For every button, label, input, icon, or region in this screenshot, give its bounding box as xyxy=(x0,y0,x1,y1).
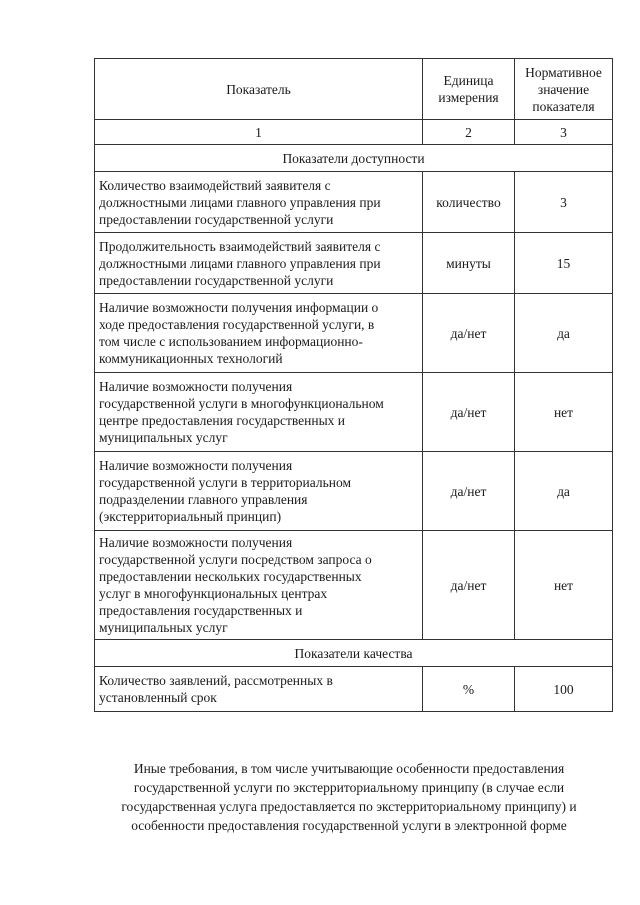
table-row xyxy=(95,452,613,531)
indicator-cell: Наличие возможности получения государственной услуги в территориальном подразделении главного управления (экстерриториальный принцип) xyxy=(95,452,423,531)
table-row xyxy=(95,531,613,640)
heading-line: Иные требования, в том числе учитывающие особенности предоставления xyxy=(133,761,565,776)
value-cell: да xyxy=(515,452,613,531)
table-row xyxy=(95,233,613,294)
value-cell: 3 xyxy=(515,172,613,233)
value-cell: 15 xyxy=(515,233,613,294)
heading-line: государственной услуги по экстерриториальному принципу (в случае если xyxy=(133,780,565,795)
section-title: Показатели доступности xyxy=(95,145,613,172)
indicator-cell: Наличие возможности получения государственной услуги посредством запроса о предоставлении нескольких государственных услуг в многофункциональных центрах предоставления государственных и муниципальных услуг xyxy=(95,531,423,640)
indicator-cell: Продолжительность взаимодействий заявителя с должностными лицами главного управления при предоставлении государственной услуги xyxy=(95,233,423,294)
value-cell: нет xyxy=(515,531,613,640)
unit-cell: минуты xyxy=(423,233,515,294)
indicator-cell: Наличие возможности получения информации о ходе предоставления государственной услуги, в том числе с использованием информационно- коммуникационных технологий xyxy=(95,294,423,373)
header-norm-value: Нормативное значение показателя xyxy=(515,59,613,120)
column-number-row xyxy=(95,120,613,145)
heading-line: особенности предоставления государственной услуги в электронной форме xyxy=(131,818,567,833)
unit-cell: количество xyxy=(423,172,515,233)
heading-line: государственная услуга предоставляется по экстерриториальному принципу) и xyxy=(121,799,577,814)
unit-cell: % xyxy=(423,667,515,712)
unit-cell: да/нет xyxy=(423,452,515,531)
indicator-cell: Наличие возможности получения государственной услуги в многофункциональном центре предоставления государственных и муниципальных услуг xyxy=(95,373,423,452)
unit-cell: да/нет xyxy=(423,373,515,452)
section-title: Показатели качества xyxy=(95,640,613,667)
indicator-cell: Количество взаимодействий заявителя с должностными лицами главного управления при предоставлении государственной услуги xyxy=(95,172,423,233)
table-row xyxy=(95,172,613,233)
table-row xyxy=(95,373,613,452)
column-number: 3 xyxy=(515,120,613,145)
unit-cell: да/нет xyxy=(423,531,515,640)
value-cell: 100 xyxy=(515,667,613,712)
table-row xyxy=(95,667,613,712)
section-header-accessibility xyxy=(95,145,613,172)
section-header-quality xyxy=(95,640,613,667)
table-header-row xyxy=(95,59,613,120)
column-number: 1 xyxy=(95,120,423,145)
table-row xyxy=(95,294,613,373)
value-cell: нет xyxy=(515,373,613,452)
header-indicator: Показатель xyxy=(95,59,423,120)
value-cell: да xyxy=(515,294,613,373)
column-number: 2 xyxy=(423,120,515,145)
header-unit: Единица измерения xyxy=(423,59,515,120)
indicator-cell: Количество заявлений, рассмотренных в установленный срок xyxy=(95,667,423,712)
indicators-table xyxy=(94,58,613,712)
other-requirements-heading xyxy=(90,759,608,835)
unit-cell: да/нет xyxy=(423,294,515,373)
